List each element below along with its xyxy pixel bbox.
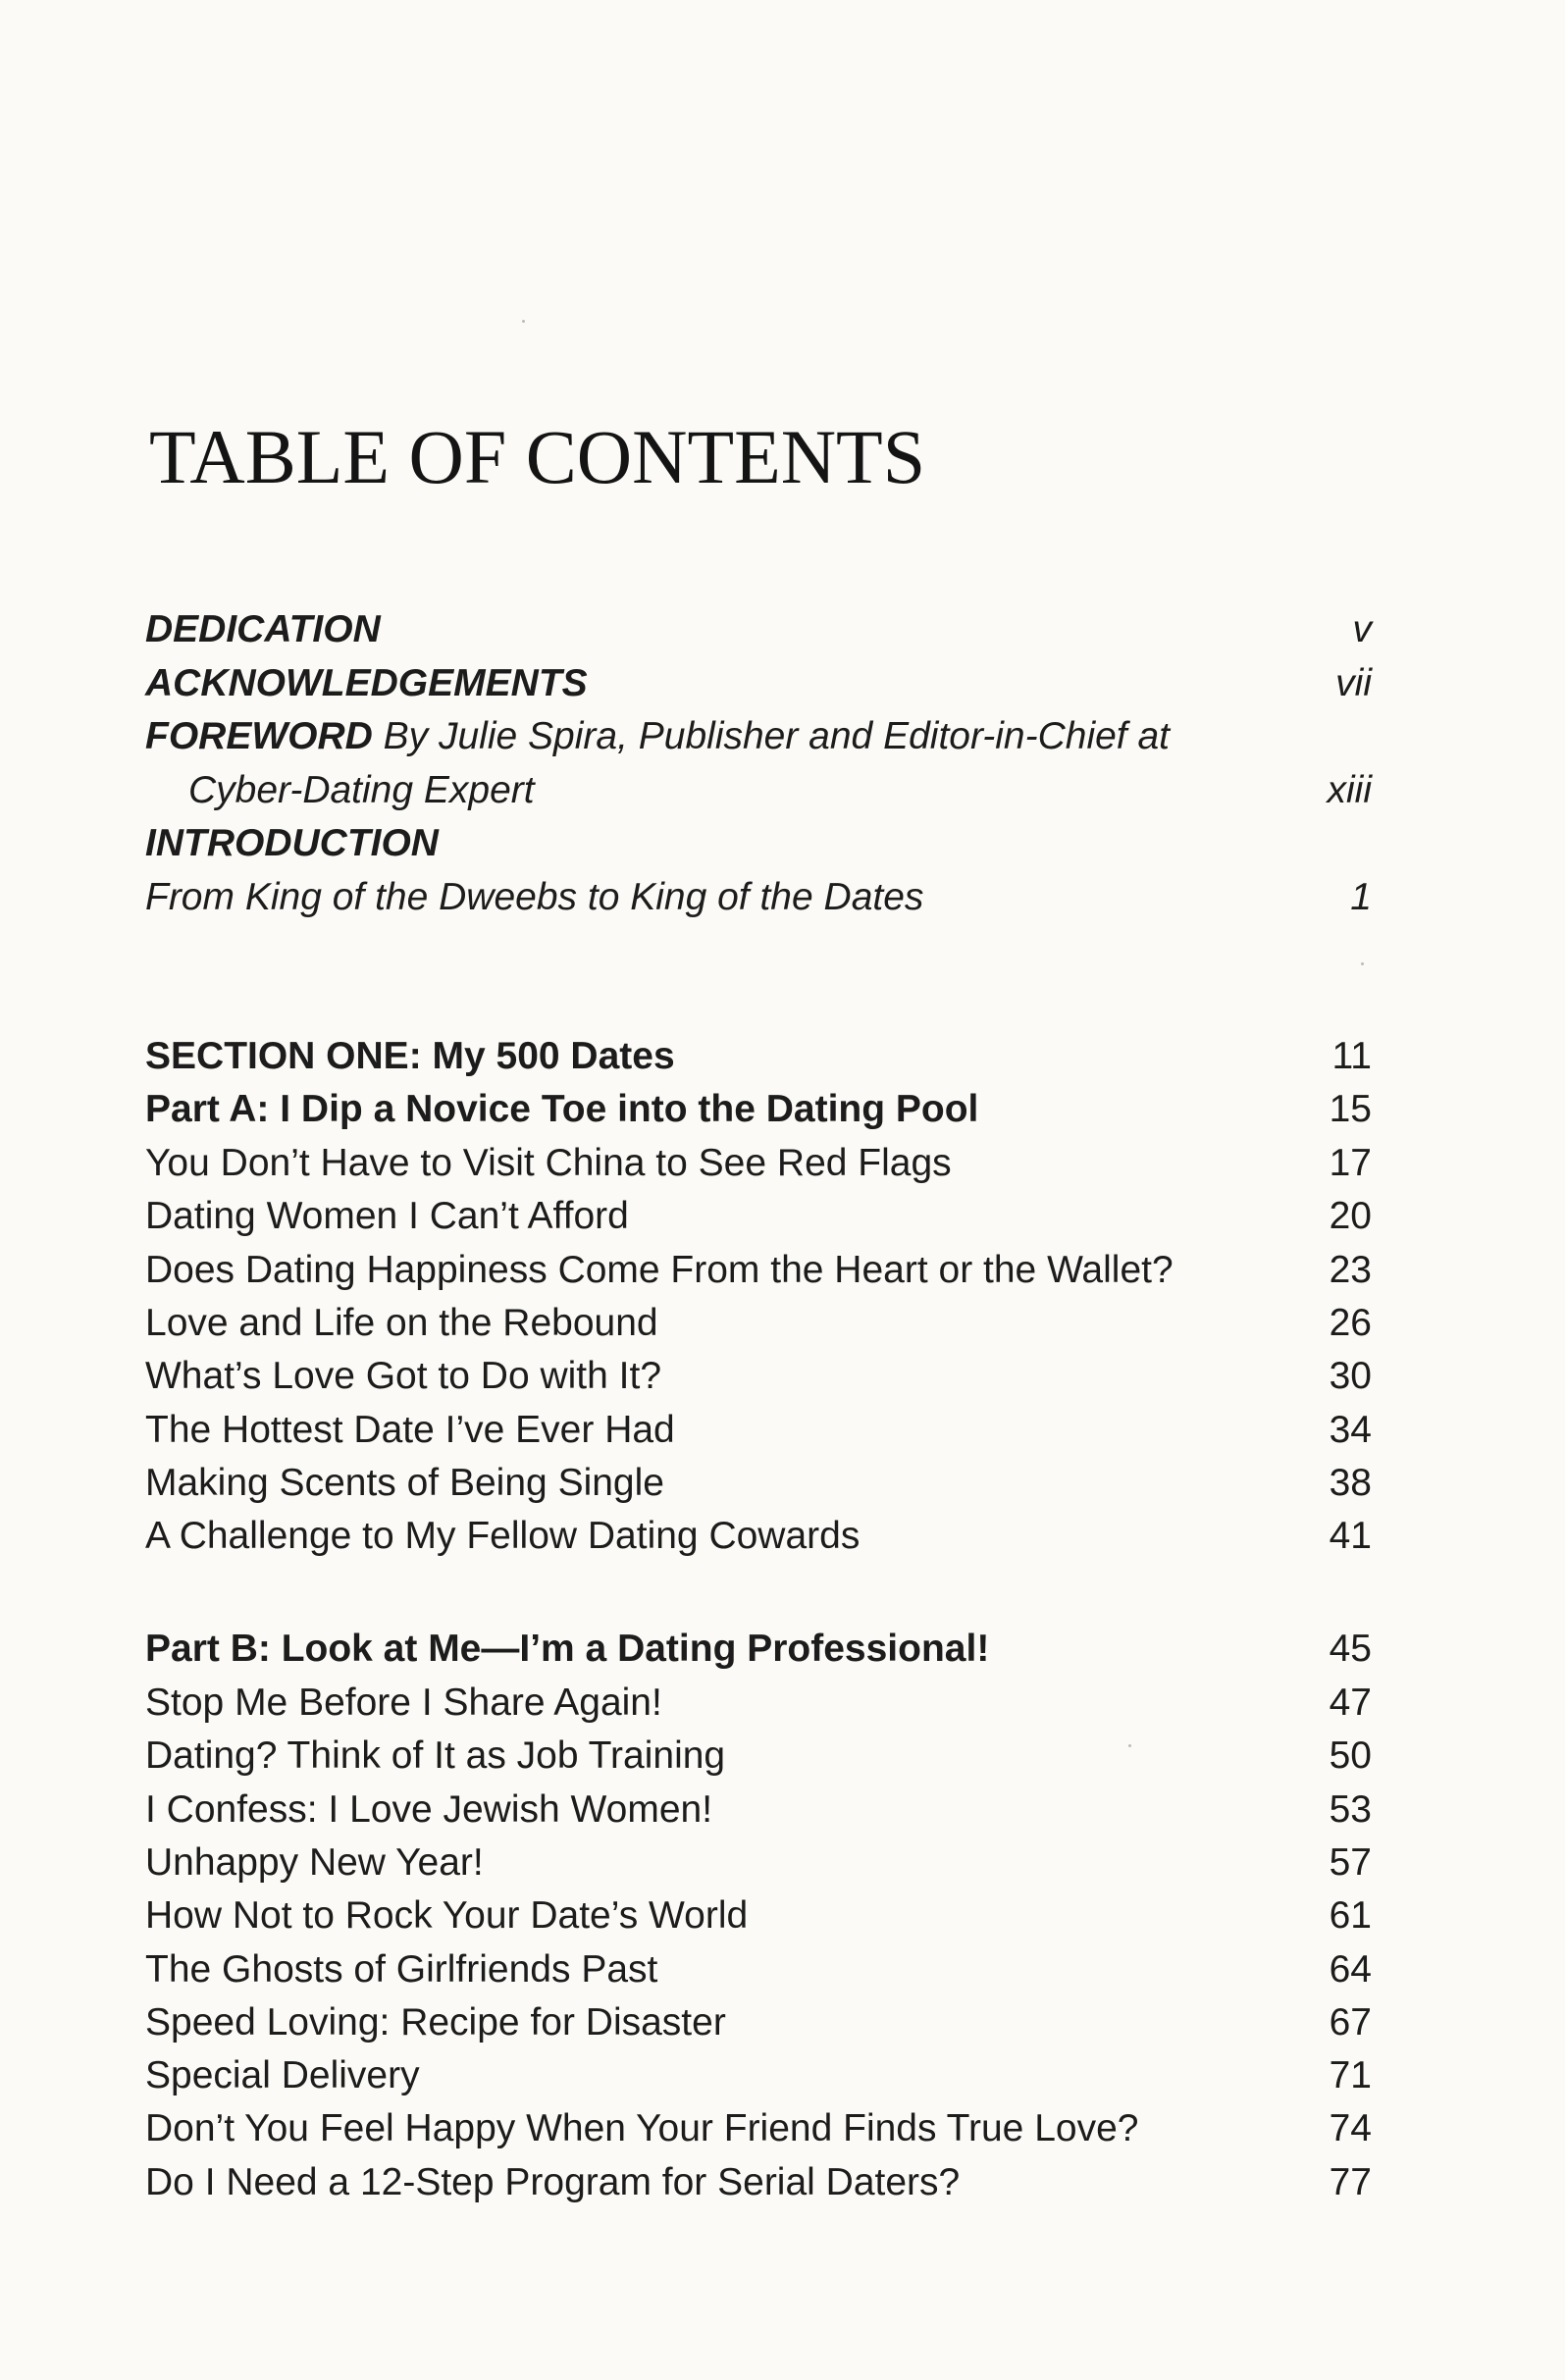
chapter-title: What’s Love Got to Do with It? xyxy=(145,1355,662,1398)
page-number: 34 xyxy=(1329,1408,1372,1451)
toc-chapter-entry xyxy=(145,1137,1372,1190)
toc-chapter-entry xyxy=(145,1404,1372,1457)
paper-speck xyxy=(1128,1744,1131,1747)
entry-title: ACKNOWLEDGEMENTS xyxy=(145,662,588,704)
page-number: 30 xyxy=(1329,1355,1372,1398)
chapter-title: Speed Loving: Recipe for Disaster xyxy=(145,2000,726,2044)
part-title: Part B: Look at Me—I’m a Dating Professional! xyxy=(145,1628,990,1670)
page-number: 11 xyxy=(1331,1035,1372,1077)
page-number: 15 xyxy=(1329,1088,1372,1130)
page-number: 41 xyxy=(1329,1515,1372,1558)
entry-subtitle: By Julie Spira, Publisher and Editor-in-Chief at xyxy=(372,715,1170,757)
chapter-title: Unhappy New Year! xyxy=(145,1840,484,1884)
toc-entry-acknowledgements xyxy=(145,657,1372,710)
chapter-title: Dating? Think of It as Job Training xyxy=(145,1734,726,1778)
toc-part-heading xyxy=(145,1083,1372,1136)
toc-chapter-entry xyxy=(145,2156,1372,2209)
page-number: 38 xyxy=(1329,1461,1372,1504)
page-number: 23 xyxy=(1329,1248,1372,1291)
chapter-title: How Not to Rock Your Date’s World xyxy=(145,1894,749,1938)
part-title: Part A: I Dip a Novice Toe into the Dating Pool xyxy=(145,1088,979,1130)
toc-chapter-entry xyxy=(145,1730,1372,1783)
chapter-title: Does Dating Happiness Come From the Heart or the Wallet? xyxy=(145,1248,1174,1291)
page-number: xiii xyxy=(1327,769,1372,811)
page-number: 67 xyxy=(1329,2000,1372,2044)
toc-part-heading xyxy=(145,1623,1372,1676)
page-number: 64 xyxy=(1329,1947,1372,1991)
page-number: 1 xyxy=(1350,876,1372,918)
toc-section-heading xyxy=(145,1030,1372,1083)
toc-chapter-entry xyxy=(145,1784,1372,1837)
chapter-title: The Ghosts of Girlfriends Past xyxy=(145,1947,658,1991)
chapter-title: Love and Life on the Rebound xyxy=(145,1301,658,1344)
page-number: 71 xyxy=(1329,2054,1372,2097)
chapter-title: I Confess: I Love Jewish Women! xyxy=(145,1787,713,1831)
chapter-title: Making Scents of Being Single xyxy=(145,1461,664,1504)
entry-title: INTRODUCTION xyxy=(145,822,439,864)
toc-chapter-entry xyxy=(145,2049,1372,2102)
page-number: 77 xyxy=(1329,2160,1372,2203)
page-number: 20 xyxy=(1329,1195,1372,1238)
toc-entry-introduction xyxy=(145,817,1372,870)
page-number: vii xyxy=(1335,662,1372,704)
chapter-title: Do I Need a 12-Step Program for Serial Daters? xyxy=(145,2160,961,2203)
toc-chapter-entry xyxy=(145,1943,1372,1996)
page-number: 47 xyxy=(1329,1682,1372,1724)
entry-subtitle: Cyber-Dating Expert xyxy=(188,769,535,811)
toc-chapter-entry xyxy=(145,1510,1372,1563)
entry-subtitle: From King of the Dweebs to King of the Dates xyxy=(145,876,924,918)
chapter-title: Don’t You Feel Happy When Your Friend Finds True Love? xyxy=(145,2107,1139,2150)
toc-entry-foreword xyxy=(145,710,1372,763)
toc-chapter-entry xyxy=(145,1996,1372,2049)
page-number: 53 xyxy=(1329,1787,1372,1831)
chapter-title: The Hottest Date I’ve Ever Had xyxy=(145,1408,675,1451)
toc-chapter-entry xyxy=(145,1457,1372,1510)
toc-entry-dedication xyxy=(145,603,1372,656)
chapter-title: Dating Women I Can’t Afford xyxy=(145,1195,629,1238)
page-number: 45 xyxy=(1329,1628,1372,1670)
entry-title: FOREWORD xyxy=(145,715,373,757)
paper-speck xyxy=(522,320,525,323)
page-number: 57 xyxy=(1329,1840,1372,1884)
chapter-title: Special Delivery xyxy=(145,2054,420,2097)
page-number: 61 xyxy=(1329,1894,1372,1938)
chapter-title: A Challenge to My Fellow Dating Cowards xyxy=(145,1515,861,1558)
section-title: SECTION ONE: My 500 Dates xyxy=(145,1035,675,1077)
page-number: v xyxy=(1352,608,1372,650)
toc-chapter-entry xyxy=(145,1244,1372,1297)
toc-chapter-entry xyxy=(145,2102,1372,2155)
chapter-title: Stop Me Before I Share Again! xyxy=(145,1682,662,1724)
toc-entry-introduction-subtitle xyxy=(145,871,1372,924)
page-number: 74 xyxy=(1329,2107,1372,2150)
toc-chapter-entry xyxy=(145,1297,1372,1350)
paper-speck xyxy=(1361,962,1364,965)
toc-chapter-entry xyxy=(145,1889,1372,1942)
entry-title: DEDICATION xyxy=(145,608,381,650)
toc-chapter-entry xyxy=(145,1190,1372,1243)
toc-chapter-entry xyxy=(145,1350,1372,1403)
toc-entry-foreword-cont xyxy=(188,764,1372,817)
toc-chapter-entry xyxy=(145,1837,1372,1889)
chapter-title: You Don’t Have to Visit China to See Red Flags xyxy=(145,1142,952,1184)
page-title: TABLE OF CONTENTS xyxy=(149,414,926,499)
page-number: 17 xyxy=(1329,1142,1372,1184)
page-number: 26 xyxy=(1329,1301,1372,1344)
page-number: 50 xyxy=(1329,1734,1372,1778)
toc-chapter-entry xyxy=(145,1677,1372,1730)
